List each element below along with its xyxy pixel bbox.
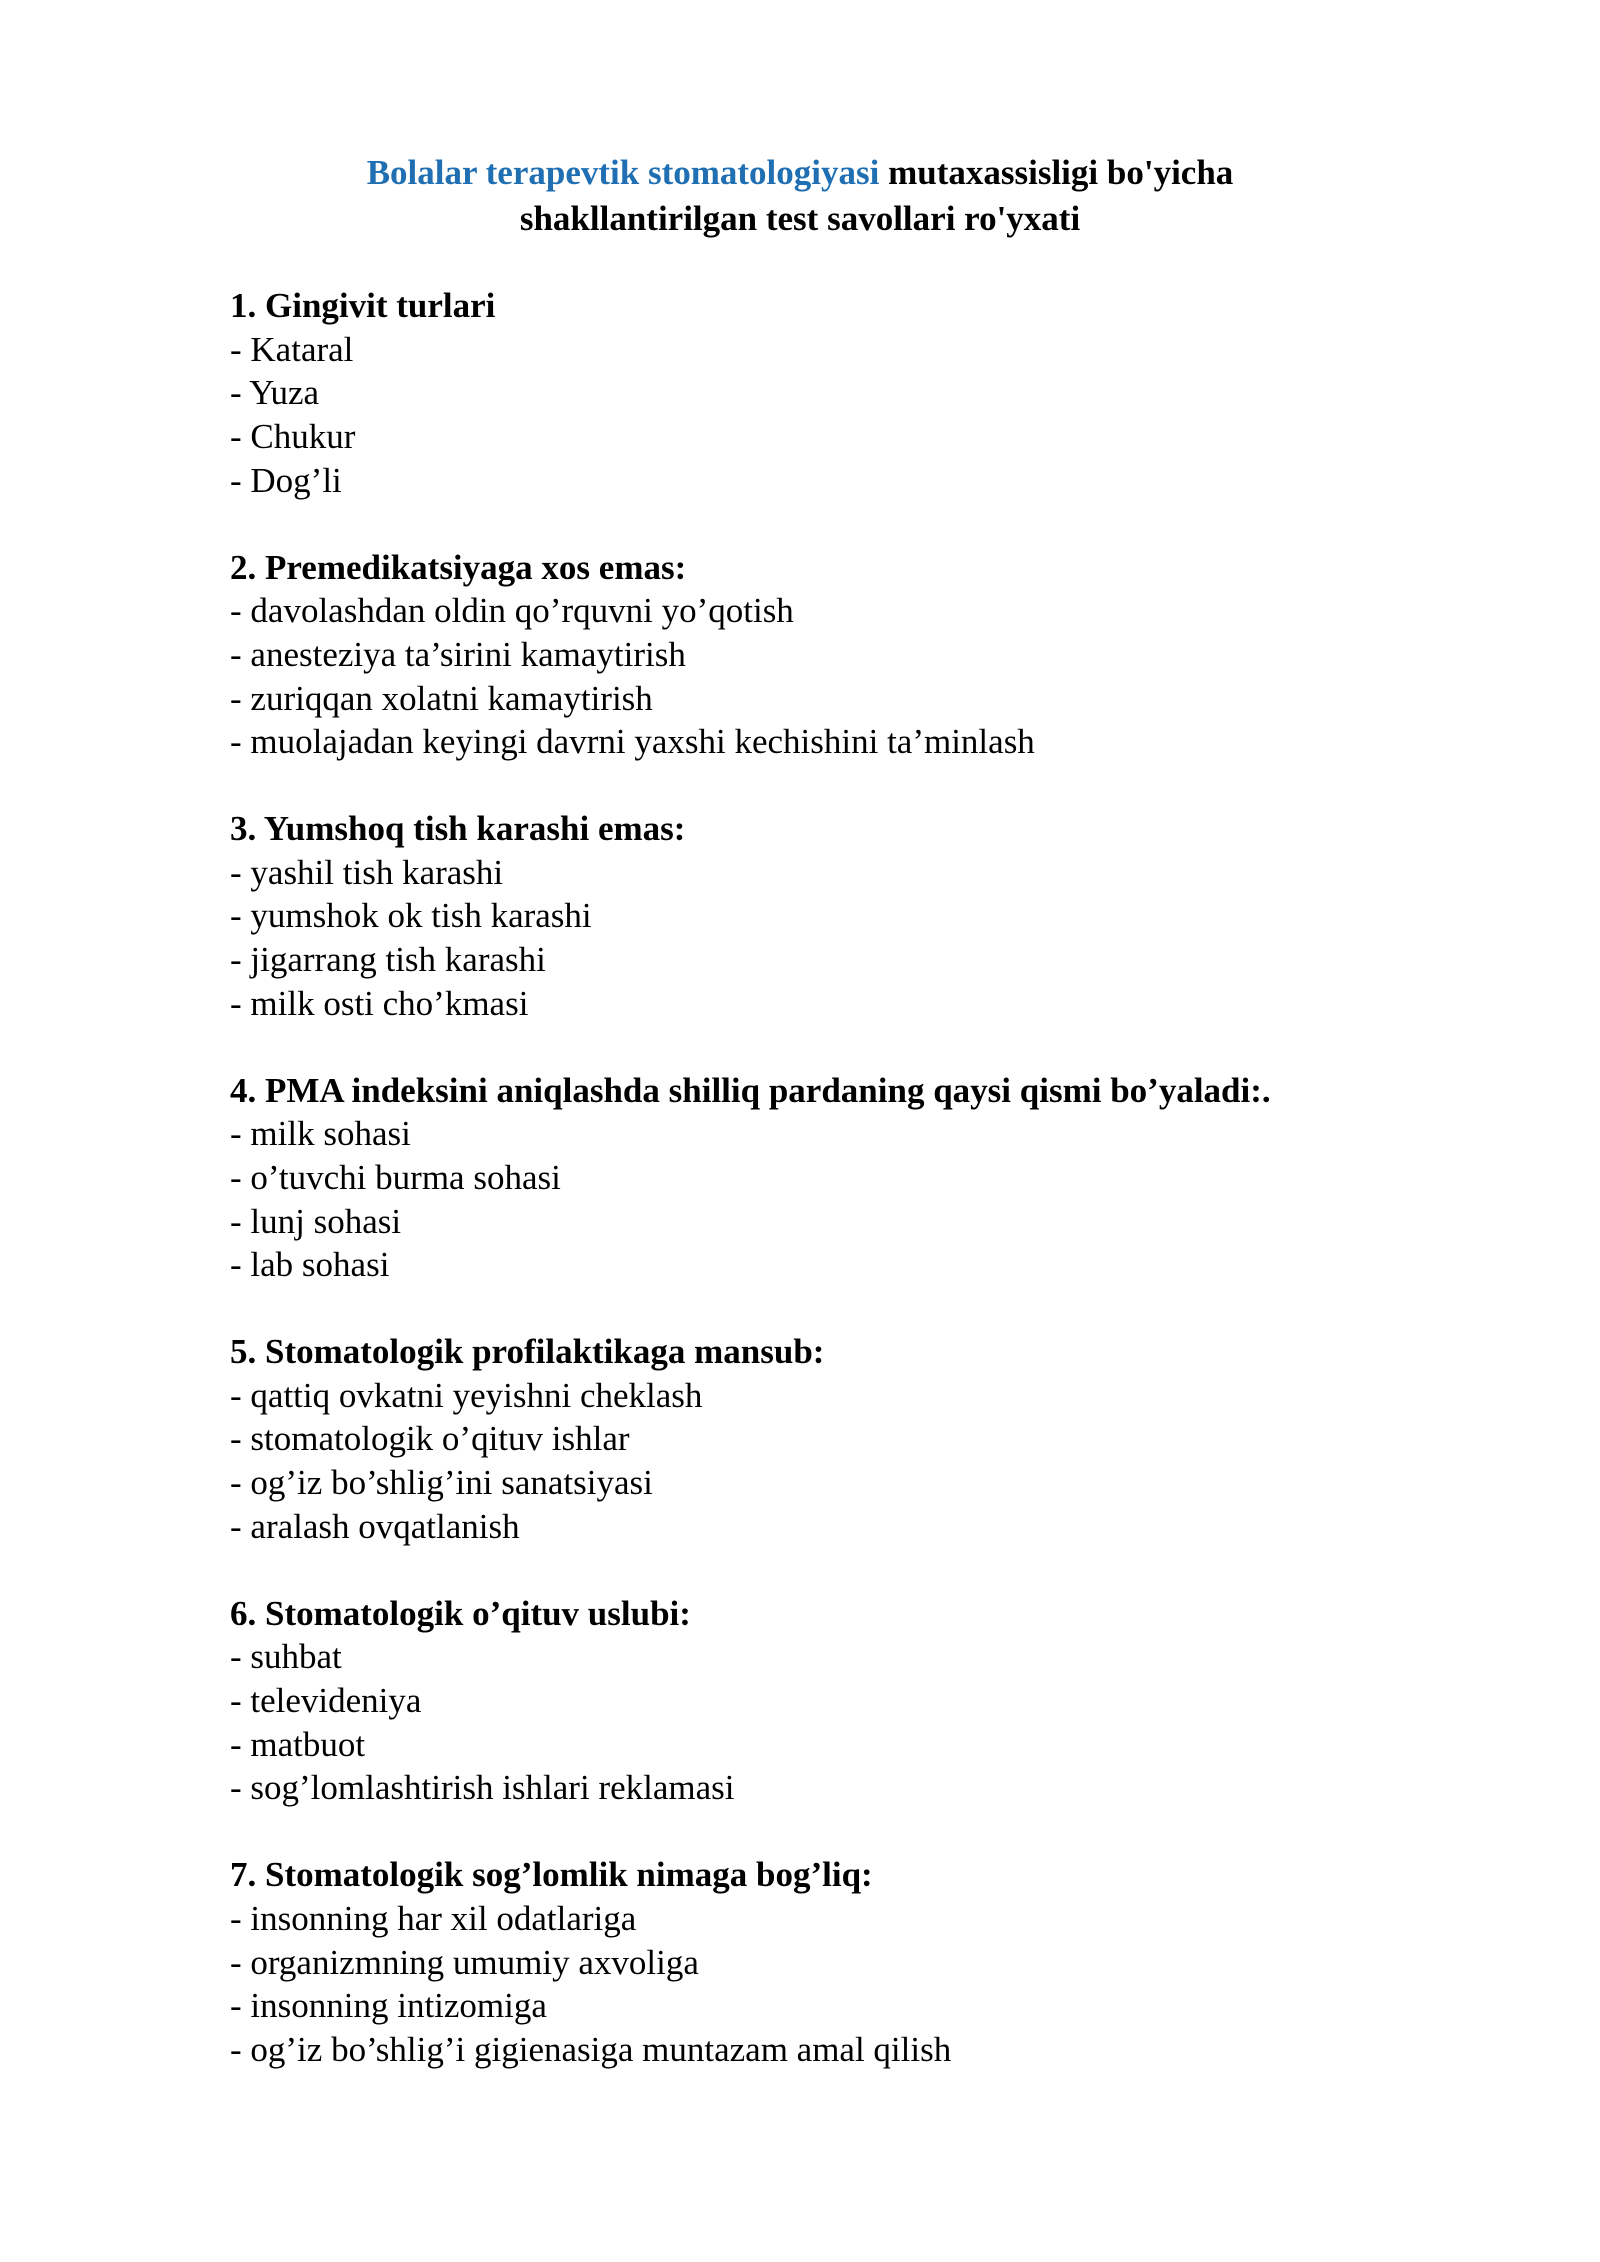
answer-option: - Yuza: [230, 373, 320, 413]
question-title: 6. Stomatologik o’qituv uslubi:: [230, 1593, 691, 1633]
answer-option: - stomatologik o’qituv ishlar: [230, 1419, 630, 1459]
answer-option: - sog’lomlashtirish ishlari reklamasi: [230, 1768, 735, 1808]
answer-option: - Kataral: [230, 329, 354, 369]
question-title: 7. Stomatologik sog’lomlik nimaga bog’liq:: [230, 1855, 873, 1895]
answer-option: - lunj sohasi: [230, 1201, 402, 1241]
answer-option: - qattiq ovkatni yeyishni cheklash: [230, 1375, 703, 1415]
answer-option: - insonning har xil odatlariga: [230, 1898, 637, 1938]
question-title: 5. Stomatologik profilaktikaga mansub:: [230, 1332, 825, 1372]
answer-option: - organizmning umumiy axvoliga: [230, 1942, 699, 1982]
title-line-2: shakllantirilgan test savollari ro'yxati: [519, 199, 1081, 238]
answer-option: - aralash ovqatlanish: [230, 1506, 520, 1546]
title-rest: mutaxassisligi bo'yicha: [879, 153, 1234, 192]
question-title: 1. Gingivit turlari: [230, 286, 496, 325]
title-line-1: [0, 150, 1600, 196]
answer-option: - og’iz bo’shlig’i gigienasiga muntazam amal qilish: [230, 2029, 952, 2069]
answer-option: - anesteziya ta’sirini kamaytirish: [230, 634, 686, 674]
answer-option: - zuriqqan xolatni kamaytirish: [230, 678, 653, 718]
answer-option: - Chukur: [230, 417, 356, 457]
answer-option: - televideniya: [230, 1680, 422, 1720]
answer-option: - milk osti cho’kmasi: [230, 983, 529, 1023]
answer-option: - insonning intizomiga: [230, 1986, 547, 2026]
answer-option: - yumshok ok tish karashi: [230, 896, 592, 936]
answer-option: - lab sohasi: [230, 1245, 390, 1285]
question-6: [230, 1592, 1430, 1811]
answer-option: - Dog’li: [230, 460, 342, 500]
answer-option: - davolashdan oldin qo’rquvni yo’qotish: [230, 591, 794, 631]
document-title: [0, 150, 1600, 242]
question-7: [230, 1853, 1430, 2072]
answer-option: - jigarrang tish karashi: [230, 940, 546, 980]
answer-option: - suhbat: [230, 1637, 342, 1677]
question-4: [230, 1069, 1430, 1288]
question-title: 2. Premedikatsiyaga xos emas:: [230, 547, 687, 587]
question-5: [230, 1330, 1430, 1549]
question-list: [230, 284, 1430, 2115]
question-1: [230, 284, 1430, 503]
answer-option: - yashil tish karashi: [230, 852, 504, 892]
answer-option: - o’tuvchi burma sohasi: [230, 1157, 561, 1197]
question-2: [230, 546, 1430, 765]
answer-option: - muolajadan keyingi davrni yaxshi kechishini ta’minlash: [230, 722, 1035, 762]
question-title: 3. Yumshoq tish karashi emas:: [230, 809, 686, 849]
title-accent: Bolalar terapevtik stomatologiyasi: [366, 153, 880, 192]
answer-option: - matbuot: [230, 1724, 366, 1764]
answer-option: - milk sohasi: [230, 1114, 411, 1154]
answer-option: - og’iz bo’shlig’ini sanatsiyasi: [230, 1463, 653, 1503]
question-3: [230, 807, 1430, 1026]
question-title: 4. PMA indeksini aniqlashda shilliq pardaning qaysi qismi bo’yaladi:.: [230, 1070, 1271, 1110]
